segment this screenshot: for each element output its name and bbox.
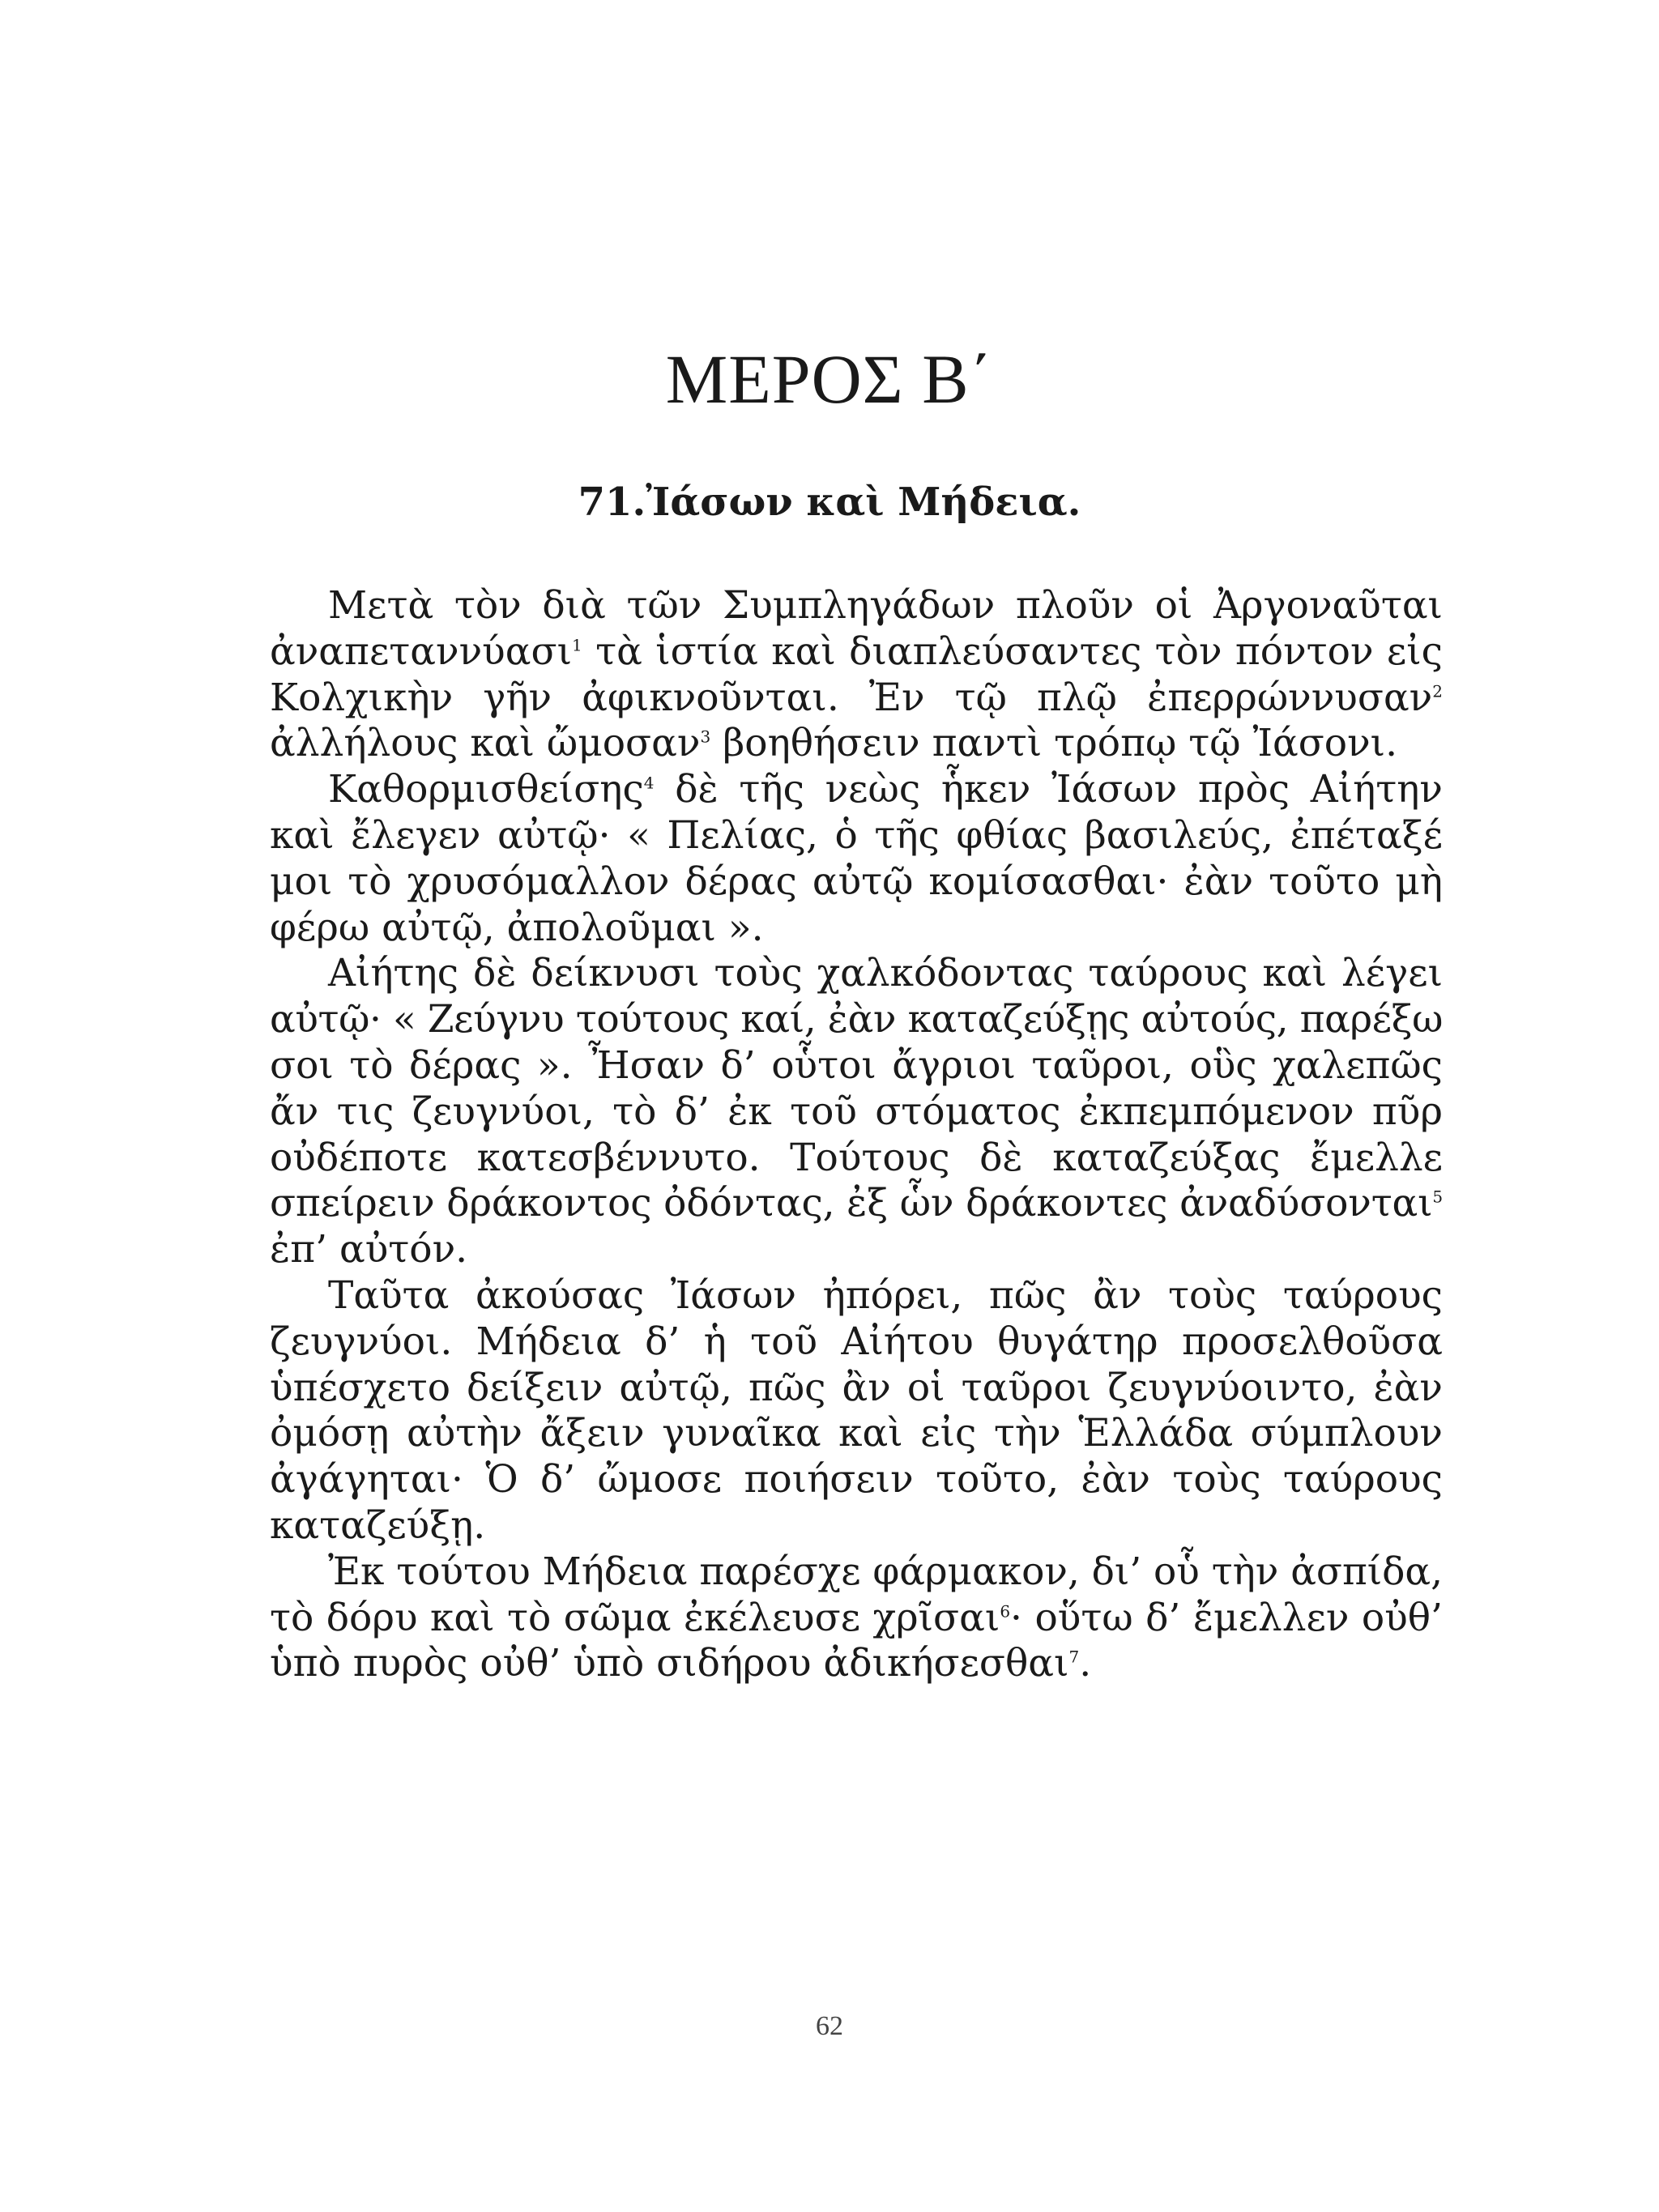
footnote-marker: 1	[572, 635, 582, 655]
footnote-marker: 7	[1068, 1647, 1080, 1667]
line-text: ἀγάγηται· Ὁ δ’ ὤμοσε ποιήσειν τοῦτο, ἐὰν τοὺς ταύρους	[270, 1457, 1443, 1502]
text-line	[270, 1411, 1443, 1457]
text-line	[270, 1043, 1443, 1089]
footnote-marker: 2	[1432, 680, 1443, 701]
text-line	[270, 1181, 1443, 1227]
paragraph	[270, 583, 1443, 767]
line-text-continued: δὲ τῆς νεὼς ἧκεν Ἰάσων πρὸς Αἰήτην	[654, 767, 1443, 812]
line-text: ὑπέσχετο δείξειν αὐτῷ, πῶς ἂν οἱ ταῦροι ζευγνύοιντο, ἐὰν	[270, 1365, 1443, 1410]
line-text: Μετὰ τὸν διὰ τῶν Συμπληγάδων πλοῦν οἱ Ἀργοναῦται	[328, 583, 1443, 628]
footnote-marker: 3	[700, 727, 711, 747]
line-text-continued: τὰ ἱστία καὶ διαπλεύσαντες τὸν πόντον εἰς	[582, 629, 1443, 674]
text-line	[270, 1273, 1443, 1319]
text-line	[270, 859, 1443, 906]
text-line	[270, 1319, 1443, 1366]
line-text: φέρω αὐτῷ, ἀπολοῦμαι ».	[270, 905, 764, 950]
text-line	[270, 721, 1443, 767]
text-line	[270, 1503, 1443, 1549]
line-text: ἐπ’ αὐτόν.	[270, 1227, 468, 1272]
line-text: τὸ δόρυ καὶ τὸ σῶμα ἐκέλευσε χρῖσαι	[270, 1595, 1000, 1640]
chapter-title: 71.Ἰάσων καὶ Μήδεια.	[578, 479, 1081, 525]
line-text: οὐδέποτε κατεσβέννυτο. Τούτους δὲ καταζεύξας ἔμελλε	[270, 1135, 1443, 1180]
line-text: ἄν τις ζευγνύοι, τὸ δ’ ἐκ τοῦ στόματος ἐκπεμπόμενον πῦρ	[270, 1089, 1443, 1134]
paragraph	[270, 1273, 1443, 1549]
paragraph	[270, 951, 1443, 1273]
line-text-continued: βοηθήσειν παντὶ τρόπῳ τῷ Ἰάσονι.	[710, 721, 1398, 766]
line-text: αὐτῷ· « Ζεύγνυ τούτους καί, ἐὰν καταζεύξῃς αὐτούς, παρέξω	[270, 997, 1443, 1042]
line-text: σοι τὸ δέρας ». Ἦσαν δ’ οὗτοι ἄγριοι ταῦροι, οὓς χαλεπῶς	[270, 1042, 1443, 1088]
text-line	[270, 767, 1443, 813]
line-text: Ἐκ τούτου Μήδεια παρέσχε φάρμακον, δι’ οὗ τὴν ἀσπίδα,	[328, 1549, 1443, 1594]
text-line	[270, 1227, 1443, 1273]
text-line	[270, 1089, 1443, 1136]
line-text-continued: .	[1079, 1641, 1092, 1686]
line-text: ὀμόσῃ αὐτὴν ἄξειν γυναῖκα καὶ εἰς τὴν Ἑλλάδα σύμπλουν	[270, 1411, 1443, 1456]
text-line	[270, 1549, 1443, 1596]
paragraph	[270, 1549, 1443, 1687]
line-text: Κολχικὴν γῆν ἀφικνοῦνται. Ἐν τῷ πλῷ ἐπερρώννυσαν	[270, 675, 1433, 720]
text-line	[270, 676, 1443, 722]
line-text: καὶ ἔλεγεν αὐτῷ· « Πελίας, ὁ τῆς φθίας βασιλεύς, ἐπέταξέ	[270, 812, 1443, 858]
text-line	[270, 629, 1443, 676]
line-text: ὑπὸ πυρὸς οὐθ’ ὑπὸ σιδήρου ἀδικήσεσθαι	[270, 1641, 1069, 1686]
part-title: ΜΕΡΟΣ Β΄	[665, 340, 994, 418]
line-text: Αἰήτης δὲ δείκνυσι τοὺς χαλκόδοντας ταύρους καὶ λέγει	[328, 951, 1443, 996]
line-text: ζευγνύοι. Μήδεια δ’ ἡ τοῦ Αἰήτου θυγάτηρ προσελθοῦσα	[270, 1319, 1443, 1364]
line-text: Καθορμισθείσης	[328, 767, 644, 812]
line-text: σπείρειν δράκοντος ὀδόντας, ἐξ ὧν δράκοντες ἀναδύσονται	[270, 1181, 1433, 1226]
text-line	[270, 1596, 1443, 1642]
text-line	[270, 1136, 1443, 1182]
line-text: Ταῦτα ἀκούσας Ἰάσων ἠπόρει, πῶς ἂν τοὺς ταύρους	[328, 1272, 1443, 1318]
chapter-body	[270, 583, 1443, 1687]
text-line	[270, 1457, 1443, 1503]
text-line	[270, 1641, 1443, 1687]
footnote-marker: 6	[1000, 1600, 1011, 1621]
line-text-continued: · οὕτω δ’ ἔμελλεν οὐθ’	[1010, 1595, 1444, 1640]
page-number: 62	[816, 2011, 843, 2041]
line-text: ἀναπεταννύασι	[270, 629, 572, 674]
text-line	[270, 1366, 1443, 1412]
text-line	[270, 997, 1443, 1043]
line-text: καταζεύξῃ.	[270, 1502, 486, 1548]
line-text: ἀλλήλους καὶ ὤμοσαν	[270, 721, 701, 766]
text-line	[270, 813, 1443, 859]
text-line	[270, 583, 1443, 629]
line-text: μοι τὸ χρυσόμαλλον δέρας αὐτῷ κομίσασθαι· ἐὰν τοῦτο μὴ	[270, 859, 1443, 904]
text-line	[270, 951, 1443, 997]
footnote-marker: 4	[643, 773, 655, 793]
paragraph	[270, 767, 1443, 951]
text-line	[270, 906, 1443, 952]
footnote-marker: 5	[1432, 1187, 1443, 1207]
